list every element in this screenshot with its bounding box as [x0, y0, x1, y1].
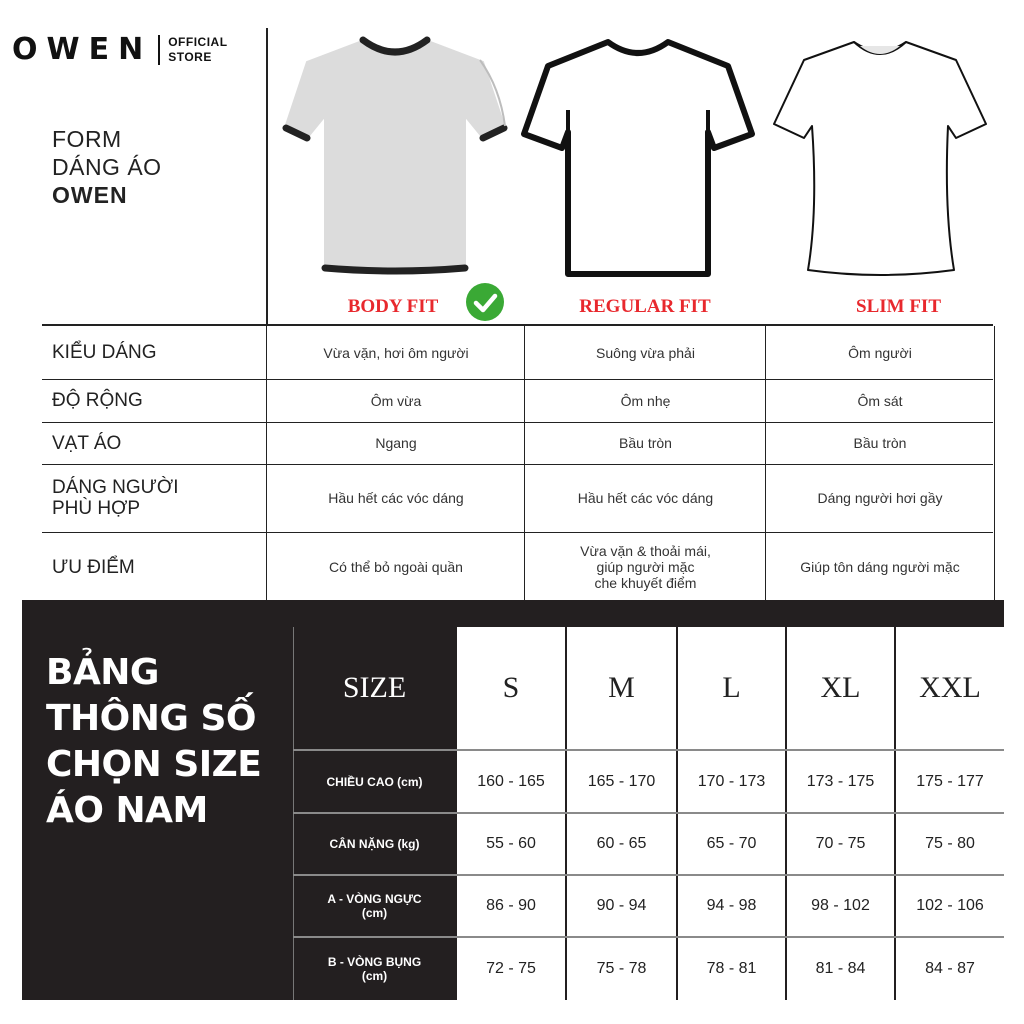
comparison-cell: Ôm người — [765, 326, 995, 379]
comparison-row — [42, 464, 993, 533]
size-row — [293, 938, 1004, 1000]
size-row-label: CÂN NẶNG (kg) — [293, 814, 455, 874]
size-value-cell: 170 - 173 — [676, 751, 785, 812]
size-value-cell: 60 - 65 — [565, 814, 676, 874]
size-value-cell: 65 - 70 — [676, 814, 785, 874]
size-value-cell: 70 - 75 — [785, 814, 894, 874]
page-title: FORM DÁNG ÁO OWEN — [52, 126, 162, 208]
comparison-cell: Hầu hết các vóc dáng — [524, 464, 766, 532]
size-label: XL — [785, 627, 894, 749]
comparison-row-label: VẠT ÁO — [52, 432, 122, 454]
size-label: XXL — [894, 627, 1004, 749]
brand-logo — [12, 30, 228, 70]
fit-label-body: BODY FIT — [347, 296, 439, 317]
size-value-cell: 78 - 81 — [676, 938, 785, 1000]
logo-divider — [158, 35, 160, 65]
size-value-cell: 165 - 170 — [565, 751, 676, 812]
body-fit-shirt-icon — [275, 30, 515, 280]
comparison-row-label: ƯU ĐIỂM — [52, 556, 135, 578]
size-value-cell: 175 - 177 — [894, 751, 1004, 812]
size-chart-title: BẢNG THÔNG SỐ CHỌN SIZE ÁO NAM — [46, 652, 262, 831]
size-row-label: A - VÒNG NGỰC (cm) — [293, 876, 455, 936]
size-value-cell: 173 - 175 — [785, 751, 894, 812]
slim-fit-shirt-icon — [760, 30, 1000, 280]
size-label: S — [455, 627, 565, 749]
size-row — [293, 751, 1004, 812]
size-row-divider — [293, 812, 1004, 814]
comparison-cell: Bầu tròn — [765, 422, 995, 464]
size-row-divider — [293, 874, 1004, 876]
size-chart-table — [293, 627, 1004, 1000]
size-row-divider — [293, 749, 1004, 751]
header-divider — [266, 28, 268, 324]
size-value-cell: 72 - 75 — [455, 938, 565, 1000]
comparison-cell: Ngang — [266, 422, 525, 464]
size-label: L — [676, 627, 785, 749]
comparison-row-label: KIỂU DÁNG — [52, 342, 157, 363]
size-header-row — [293, 627, 1004, 749]
official-store-label: OFFICIAL STORE — [168, 35, 228, 64]
size-row-label: CHIỀU CAO (cm) — [293, 751, 455, 812]
check-icon — [465, 282, 505, 322]
fit-label-regular: REGULAR FIT — [579, 296, 711, 317]
comparison-cell: Vừa vặn, hơi ôm người — [266, 326, 525, 379]
comparison-row-label: DÁNG NGƯỜI PHÙ HỢP — [52, 477, 179, 519]
size-value-cell: 160 - 165 — [455, 751, 565, 812]
comparison-cell: Vừa vặn & thoải mái, giúp người mặc che khuyết điểm — [524, 532, 766, 602]
size-row — [293, 814, 1004, 874]
comparison-cell: Suông vừa phải — [524, 326, 766, 379]
comparison-row — [42, 379, 993, 423]
comparison-cell: Bầu tròn — [524, 422, 766, 464]
size-value-cell: 84 - 87 — [894, 938, 1004, 1000]
size-value-cell: 102 - 106 — [894, 876, 1004, 936]
comparison-cell: Dáng người hơi gầy — [765, 464, 995, 532]
comparison-row — [42, 532, 993, 603]
size-value-cell: 94 - 98 — [676, 876, 785, 936]
size-value-cell: 98 - 102 — [785, 876, 894, 936]
comparison-row — [42, 326, 993, 380]
size-value-cell: 75 - 80 — [894, 814, 1004, 874]
size-row-label: SIZE — [293, 627, 455, 749]
size-value-cell: 55 - 60 — [455, 814, 565, 874]
fit-comparison-table — [42, 324, 993, 602]
comparison-cell: Ôm nhẹ — [524, 379, 766, 422]
comparison-row — [42, 422, 993, 465]
comparison-cell: Có thể bỏ ngoài quần — [266, 532, 525, 602]
size-value-cell: 90 - 94 — [565, 876, 676, 936]
size-value-cell: 86 - 90 — [455, 876, 565, 936]
comparison-row-label: ĐỘ RỘNG — [52, 390, 143, 411]
size-row — [293, 876, 1004, 936]
size-row-label: B - VÒNG BỤNG (cm) — [293, 938, 455, 1000]
fit-label-slim: SLIM FIT — [856, 296, 941, 317]
comparison-cell: Ôm vừa — [266, 379, 525, 422]
size-value-cell: 75 - 78 — [565, 938, 676, 1000]
comparison-cell: Ôm sát — [765, 379, 995, 422]
size-value-cell: 81 - 84 — [785, 938, 894, 1000]
size-label: M — [565, 627, 676, 749]
comparison-cell: Hầu hết các vóc dáng — [266, 464, 525, 532]
comparison-cell: Giúp tôn dáng người mặc — [765, 532, 995, 602]
logo-wordmark: OWEN — [12, 32, 153, 67]
size-row-divider — [293, 936, 1004, 938]
regular-fit-shirt-icon — [518, 30, 758, 280]
